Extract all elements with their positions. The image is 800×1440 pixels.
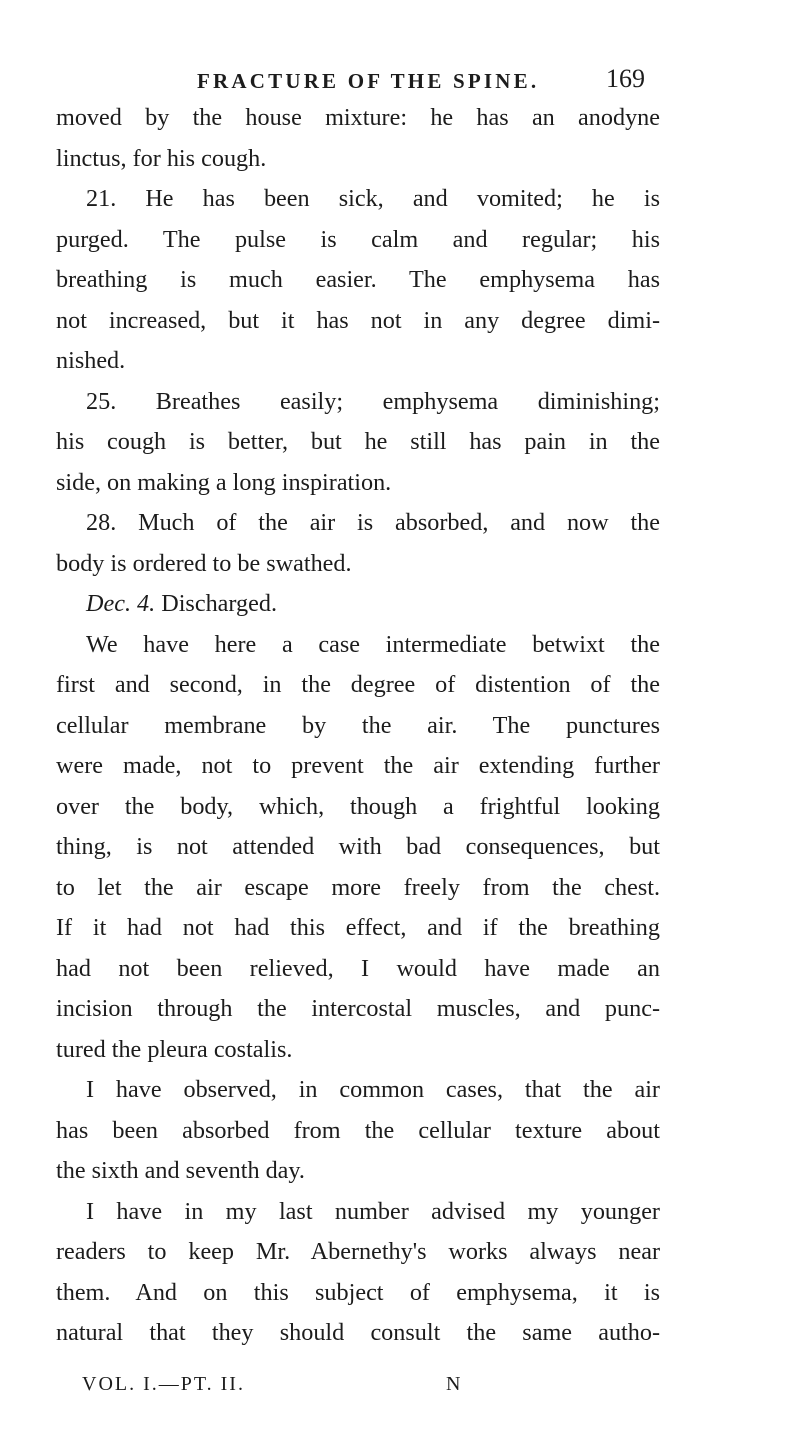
text-line: the sixth and seventh day.: [56, 1157, 305, 1184]
text-line: linctus, for his cough.: [56, 144, 267, 172]
text-line: natural that they should consult the same autho-: [56, 1319, 660, 1346]
text-line: not increased, but it has not in any degree dimi-: [56, 306, 660, 334]
text-line: nished.: [56, 347, 126, 374]
text-line: cellular membrane by the air. The punctures: [56, 711, 660, 739]
text-line: breathing is much easier. The emphysema has: [56, 266, 660, 293]
text-line: were made, not to prevent the air extending further: [56, 752, 660, 779]
running-head: FRACTURE OF THE SPINE.: [197, 69, 540, 93]
text-line: body is ordered to be swathed.: [56, 549, 352, 577]
text-line: side, on making a long inspiration.: [56, 468, 392, 496]
text-line: purged. The pulse is calm and regular; his: [56, 225, 660, 253]
text-line: 28. Much of the air is absorbed, and now the: [86, 509, 660, 536]
text-line: 21. He has been sick, and vomited; he is: [86, 185, 660, 212]
page-number: 169: [606, 64, 645, 93]
text-line: to let the air escape more freely from the chest.: [56, 873, 660, 901]
text-line: had not been relieved, I would have made an: [56, 954, 660, 982]
text-line: has been absorbed from the cellular texture about: [56, 1116, 660, 1144]
text-line: [56, 584, 660, 625]
body-text: [56, 98, 660, 1354]
text-line: We have here a case intermediate betwixt the: [86, 630, 660, 658]
text-fragment: Discharged.: [161, 590, 277, 617]
text-line: If it had not had this effect, and if the breathing: [56, 914, 660, 941]
signature-mark: N: [446, 1373, 461, 1395]
text-line: 25. Breathes easily; emphysema diminishing;: [86, 387, 660, 415]
text-line: I have observed, in common cases, that the air: [86, 1076, 660, 1103]
text-line: tured the pleura costalis.: [56, 1035, 293, 1063]
volume-footer: VOL. I.—PT. II.: [82, 1373, 245, 1395]
text-line: them. And on this subject of emphysema, it is: [56, 1278, 660, 1306]
text-line: I have in my last number advised my younger: [86, 1197, 660, 1225]
text-line: over the body, which, though a frightful looking: [56, 792, 660, 820]
text-line: first and second, in the degree of distention of the: [56, 671, 660, 698]
text-line: thing, is not attended with bad consequences, but: [56, 833, 660, 860]
date-label: Dec. 4.: [86, 590, 156, 617]
text-line: readers to keep Mr. Abernethy's works always near: [56, 1238, 660, 1265]
text-line: incision through the intercostal muscles, and punc-: [56, 995, 660, 1022]
text-line: his cough is better, but he still has pain in the: [56, 428, 660, 455]
text-line: moved by the house mixture: he has an anodyne: [56, 104, 660, 131]
